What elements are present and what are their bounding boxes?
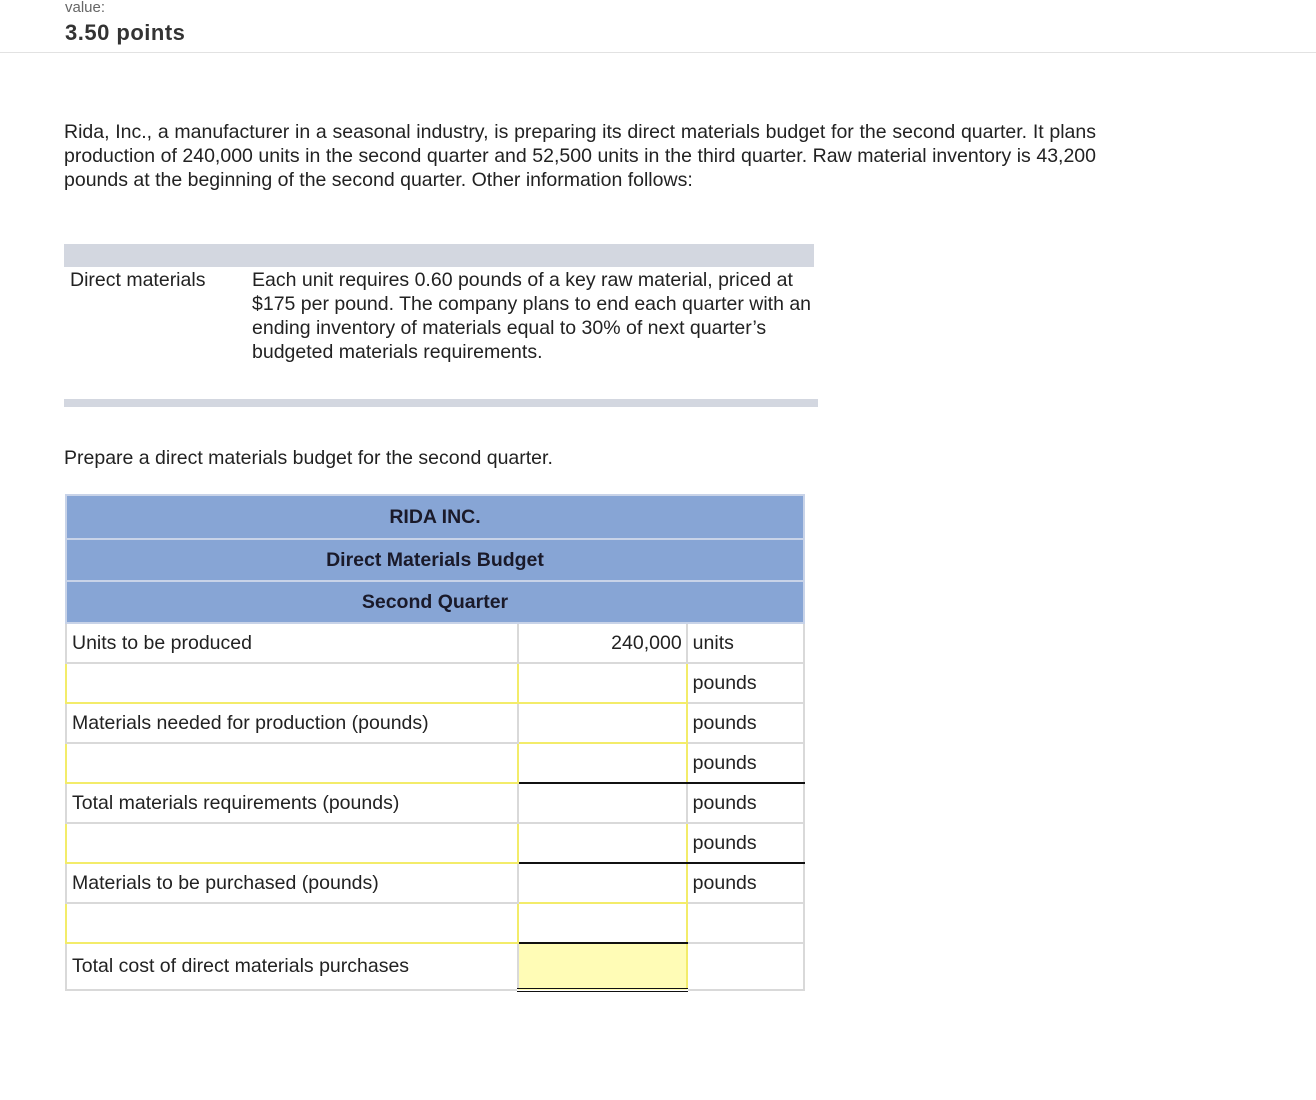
- budget-title: Direct Materials Budget: [66, 539, 804, 581]
- row-label-total-materials-requirements: Total materials requirements (pounds): [66, 783, 518, 823]
- info-description: Each unit requires 0.60 pounds of a key raw material, priced at $175 per pound. The company plans to end each quarter with an ending inventory of materials equal to 30% of next quarter’s budgeted materials requirements.: [252, 269, 812, 363]
- points-value: 3.50 points: [65, 20, 186, 45]
- table-row: [66, 663, 804, 703]
- info-table-bottom-bar: [64, 399, 818, 407]
- row-label-materials-to-be-purchased: Materials to be purchased (pounds): [66, 863, 518, 903]
- amount-input-5[interactable]: [518, 823, 686, 863]
- total-requirements-amount: [518, 783, 686, 823]
- top-divider: [0, 52, 1316, 53]
- unit-label: pounds: [687, 663, 804, 703]
- label-input-5[interactable]: [66, 823, 518, 863]
- unit-label: pounds: [687, 783, 804, 823]
- units-amount: 240,000: [518, 623, 686, 663]
- row-label-materials-needed: Materials needed for production (pounds): [66, 703, 518, 743]
- table-row: [66, 703, 804, 743]
- table-row: [66, 943, 804, 990]
- question-text: Rida, Inc., a manufacturer in a seasonal industry, is preparing its direct materials budget for the second quarter. It plans production of 240,000 units in the second quarter and 52,500 units in the third quarter. Raw material inventory is 43,200 pounds at the beginning of the second quarter. Other information follows:: [64, 121, 1096, 191]
- header-title-row: [66, 539, 804, 581]
- unit-label: [687, 903, 804, 943]
- table-row: [66, 743, 804, 783]
- total-cost-amount: [518, 943, 686, 990]
- direct-materials-budget-table: [65, 494, 805, 992]
- instruction-text: Prepare a direct materials budget for the second quarter.: [64, 447, 553, 469]
- row-label-total-cost: Total cost of direct materials purchases: [66, 943, 518, 990]
- label-input-3[interactable]: [66, 743, 518, 783]
- company-name: RIDA INC.: [66, 495, 804, 539]
- amount-input-materials-purchased[interactable]: [518, 863, 686, 903]
- table-row: [66, 823, 804, 863]
- unit-label: pounds: [687, 703, 804, 743]
- table-row: [66, 783, 804, 823]
- amount-input-materials-needed[interactable]: [518, 703, 686, 743]
- table-row: [66, 863, 804, 903]
- unit-label: units: [687, 623, 804, 663]
- table-row: [66, 623, 804, 663]
- unit-label: [687, 943, 804, 990]
- amount-input-1[interactable]: [518, 663, 686, 703]
- row-label-units-to-be-produced: Units to be produced: [66, 623, 518, 663]
- amount-input-7[interactable]: [518, 903, 686, 943]
- header-company-row: [66, 495, 804, 539]
- budget-period: Second Quarter: [66, 581, 804, 623]
- info-label-direct-materials: Direct materials: [70, 269, 206, 291]
- value-label: value:: [65, 0, 106, 16]
- unit-label: pounds: [687, 863, 804, 903]
- unit-label: pounds: [687, 823, 804, 863]
- label-input-1[interactable]: [66, 663, 518, 703]
- label-input-7[interactable]: [66, 903, 518, 943]
- table-row: [66, 903, 804, 943]
- amount-input-3[interactable]: [518, 743, 686, 783]
- header-period-row: [66, 581, 804, 623]
- unit-label: pounds: [687, 743, 804, 783]
- info-table-top-bar: [64, 244, 814, 267]
